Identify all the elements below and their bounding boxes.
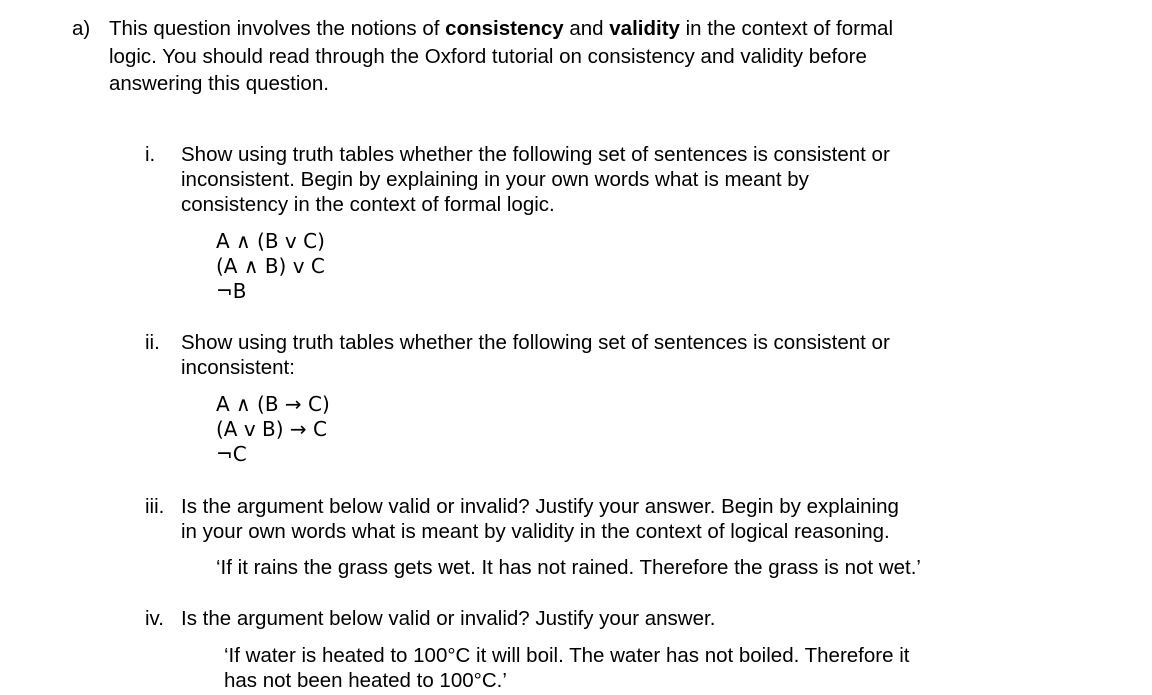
formula: A ∧ (B → C) [216, 392, 330, 416]
term-validity: validity [609, 17, 680, 40]
quoted-argument: ‘If water is heated to 100°C it will boil. The water has not boiled. Therefore it [224, 644, 910, 667]
formula: A ∧ (B v C) [216, 229, 325, 253]
formula: ¬C [216, 442, 247, 466]
part-text-line: Show using truth tables whether the following set of sentences is consistent or [181, 143, 890, 166]
term-consistency: consistency [445, 17, 564, 40]
part-text-line: inconsistent. Begin by explaining in your own words what is meant by [181, 168, 809, 191]
part-text-line: inconsistent: [181, 356, 295, 379]
quoted-argument: has not been heated to 100°C.’ [224, 669, 507, 692]
part-numeral: iii. [145, 495, 165, 518]
formula: (A ∧ B) v C [216, 254, 325, 278]
intro-line-1 [109, 16, 893, 42]
question-label: a) [72, 17, 91, 40]
part-numeral: ii. [145, 331, 160, 354]
part-text-line: in your own words what is meant by validity in the context of logical reasoning. [181, 520, 890, 543]
part-text-line: Is the argument below valid or invalid? Justify your answer. [181, 607, 716, 630]
part-text-line: consistency in the context of formal logic. [181, 193, 555, 216]
intro-line-2: logic. You should read through the Oxford tutorial on consistency and validity before [109, 45, 867, 68]
intro-text: This question involves the notions of [109, 17, 446, 40]
part-numeral: iv. [145, 607, 164, 630]
intro-line-3: answering this question. [109, 72, 329, 95]
part-text-line: Is the argument below valid or invalid? Justify your answer. Begin by explaining [181, 495, 899, 518]
intro-text: and [563, 17, 610, 40]
part-text-line: Show using truth tables whether the following set of sentences is consistent or [181, 331, 890, 354]
formula: (A v B) → C [216, 417, 327, 441]
quoted-argument: ‘If it rains the grass gets wet. It has not rained. Therefore the grass is not wet.’ [216, 556, 921, 579]
intro-text: in the context of formal [679, 17, 893, 40]
formula: ¬B [216, 279, 247, 303]
part-numeral: i. [145, 143, 156, 166]
